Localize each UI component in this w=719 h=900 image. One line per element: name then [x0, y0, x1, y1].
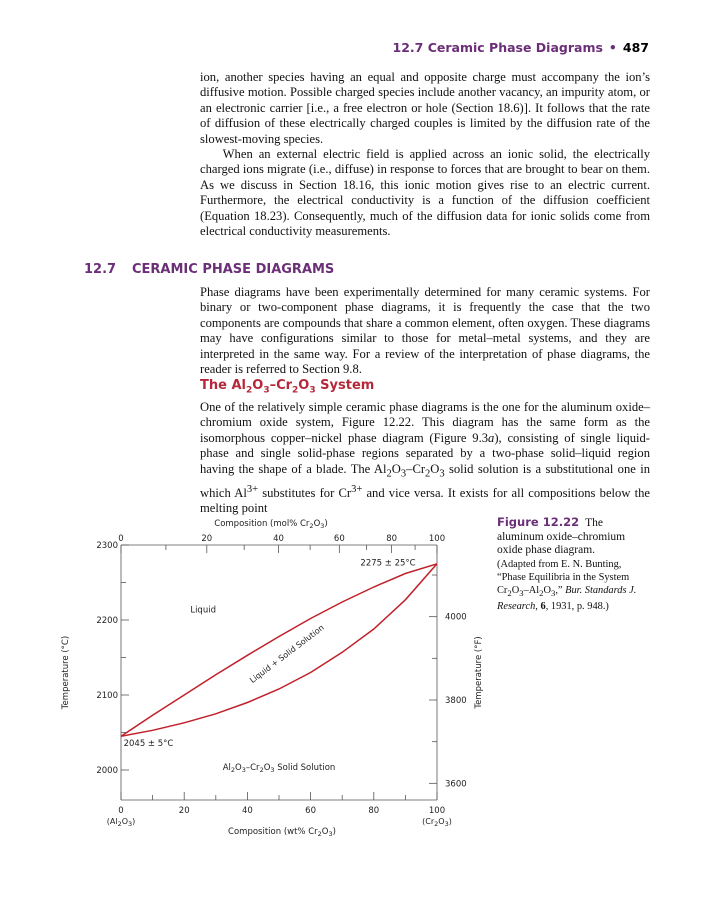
figure-label: Figure 12.22 — [497, 515, 580, 529]
x-axis-label-run: Composition (wt% Cr — [228, 827, 318, 837]
top-axis-label — [214, 519, 327, 530]
subscript: 3 — [400, 468, 407, 480]
y-right-tick-label: 3600 — [445, 779, 467, 790]
top-tick-label: 40 — [273, 534, 284, 544]
x-end-label-left-run: (Al — [106, 817, 118, 826]
region-label-solid-subscript: 3 — [241, 766, 246, 774]
x-axis-label-run: O — [321, 827, 329, 837]
caption-source — [497, 558, 647, 614]
x-end-label-right — [422, 817, 452, 828]
source-journal: Bur. Standards J. Research — [497, 585, 637, 613]
subsection-title-part: O — [298, 378, 310, 393]
melting-point-al2o3-label: 2045 ± 5°C — [123, 739, 174, 749]
liquidus-curve — [121, 564, 437, 737]
melting-point-cr2o3-label: 2275 ± 25°C — [360, 558, 416, 569]
x-end-label-left-subscript: 3 — [128, 820, 133, 828]
top-axis-label-run: O — [313, 519, 321, 529]
text-run: and vice versa. It exists for all compositions below the melting point — [200, 485, 650, 516]
x-end-label-right-run: (Cr — [422, 817, 435, 826]
source-run: ,” — [555, 585, 566, 597]
subscript: 2 — [386, 468, 392, 480]
source-subscript: 2 — [507, 588, 512, 599]
solidus-curve — [121, 564, 437, 737]
source-run: , 1931, p. 948.) — [545, 601, 609, 613]
x-end-label-right-run: O — [438, 817, 445, 826]
y-axis-label-right: Temperature (°F) — [474, 636, 484, 709]
y-tick-label: 2000 — [96, 766, 118, 776]
top-tick-label: 80 — [386, 534, 398, 544]
y-tick-label: 2300 — [96, 541, 118, 551]
x-tick-label: 100 — [428, 806, 446, 816]
source-subscript: 2 — [539, 588, 544, 599]
top-tick-label: 20 — [201, 534, 213, 544]
region-label-solid-run: –Cr — [245, 763, 260, 773]
x-end-label-right-subscript: 3 — [444, 820, 449, 828]
subsection-subscript: 3 — [263, 385, 270, 396]
region-label-solid-subscript: 2 — [259, 766, 264, 774]
running-head-separator: • — [608, 40, 617, 55]
subsection-title-part: O — [252, 378, 264, 393]
text-run: O — [430, 461, 440, 476]
subsection-title-part: System — [315, 378, 375, 393]
region-label-two-phase: Liquid + Solid Solution — [248, 623, 326, 685]
y-axis-label-left: Temperature (°C) — [61, 635, 71, 710]
source-volume: 6 — [540, 601, 546, 613]
y-tick-label: 2100 — [96, 691, 118, 701]
x-axis-label-run: ) — [332, 827, 336, 837]
subscript: 3 — [439, 468, 445, 480]
running-head-section: 12.7 Ceramic Phase Diagrams — [392, 40, 603, 55]
y-right-tick-label: 3800 — [445, 696, 467, 706]
top-axis-label-run: Composition (mol% Cr — [214, 519, 310, 529]
x-end-label-left-subscript: 2 — [117, 820, 122, 828]
region-label-solid-run: Solid Solution — [274, 763, 336, 773]
chart-root — [61, 519, 484, 838]
top-tick-label: 60 — [333, 534, 345, 544]
running-head — [393, 40, 649, 55]
x-tick-label: 20 — [178, 806, 190, 816]
x-end-label-right-subscript: 2 — [434, 820, 439, 828]
section-heading — [84, 262, 334, 277]
x-end-label-left-run: O — [121, 817, 128, 826]
source-run: –Al — [523, 585, 540, 597]
x-end-label-right-run: ) — [448, 817, 452, 826]
x-axis-label — [228, 827, 336, 838]
section-number: 12.7 — [84, 262, 117, 277]
y-tick-label: 2200 — [96, 616, 118, 626]
source-run: (Adapted from E. N. Bunting, “Phase Equilibria in the System Cr — [497, 558, 630, 597]
text-run: O — [391, 461, 401, 476]
region-label-solid-run: O — [263, 763, 271, 773]
subsection-title-part: –Cr — [269, 378, 293, 393]
paragraph-1: ion, another species having an equal and opposite charge must accompany the ion’s diffusive motion. Possible charged species include another vacancy, an impurity atom, or an electronic carrier [i.e., a free electron or hole (Section 18.6)]. It follows that the rate of diffusion of these electrically charged couples is limited by the diffusion rate of the slowest-moving species. — [200, 70, 650, 146]
subsection-subscript: 3 — [309, 385, 316, 396]
x-tick-label: 60 — [305, 806, 317, 816]
subscript: 2 — [425, 468, 431, 480]
top-axis-label-subscript: 3 — [320, 522, 325, 530]
region-label-solid-subscript: 2 — [230, 766, 236, 774]
region-label-solid — [223, 763, 336, 774]
top-tick-label: 100 — [428, 534, 446, 544]
subsection-heading — [200, 378, 374, 396]
text-run-italic: a — [488, 430, 495, 445]
text-run: One of the relatively simple ceramic phase diagrams is the one for the aluminum oxide–chromium oxide system, Figure 12.22. This diagram has the same form as the isomorphous copper–nickel phase diagram (Figure 9.3 — [200, 400, 650, 445]
x-axis-label-subscript: 2 — [317, 830, 322, 838]
section-title: CERAMIC PHASE DIAGRAMS — [132, 262, 335, 277]
x-axis-label-subscript: 3 — [328, 830, 333, 838]
y-right-tick-label: 4000 — [445, 612, 467, 623]
figure-caption — [497, 516, 647, 614]
text-run: substitutes for Cr — [258, 485, 352, 500]
x-tick-label: 80 — [368, 806, 380, 816]
caption-text: The aluminum oxide–chromium oxide phase diagram. — [497, 517, 626, 557]
subsection-title-part: The Al — [200, 378, 246, 393]
superscript: 3+ — [351, 483, 363, 495]
paragraph-3: Phase diagrams have been experimentally determined for many ceramic systems. For binary or two-component phase diagrams, it is frequently the case that the two components are compounds that share a common element, often oxygen. These diagrams may have configurations similar to those for metal–metal systems, and they are interpreted in the same way. For a review of the interpretation of phase diagrams, the reader is referred to Section 9.8. — [200, 285, 650, 377]
top-axis-label-run: ) — [324, 519, 328, 529]
x-tick-label: 0 — [118, 806, 124, 816]
paragraph-2: When an external electric field is applied across an ionic solid, the electrically charged ions migrate (i.e., diffuse) in response to forces that are brought to bear on them. As we discuss in Section 18.16, this ionic motion gives rise to an electric current. Furthermore, the electrical conductivity is a function of the diffusion coefficient (Equation 18.23). Consequently, much of the diffusion data for ionic solids come from electrical conductivity measurements. — [200, 147, 650, 239]
source-run: O — [543, 585, 551, 597]
source-subscript: 3 — [519, 588, 524, 599]
text-run: ), consisting of single liquid-phase and single solid-phase regions separated by a two-phase solid–liquid region having the shape of a blade. The Al — [200, 430, 650, 476]
text-run: solid solution is a substitutional one in which Al — [200, 461, 650, 500]
region-label-liquid: Liquid — [190, 605, 216, 616]
region-label-solid-run: O — [235, 763, 242, 773]
top-tick-label: 0 — [118, 534, 124, 544]
subsection-subscript: 2 — [292, 385, 299, 396]
x-end-label-left-run: ) — [132, 817, 136, 826]
page-number: 487 — [622, 40, 649, 55]
x-tick-label: 40 — [241, 806, 253, 816]
source-subscript: 3 — [551, 588, 556, 599]
source-run: O — [511, 585, 520, 597]
subsection-subscript: 2 — [245, 385, 253, 396]
x-end-label-left — [107, 817, 136, 828]
top-axis-label-subscript: 2 — [309, 522, 314, 530]
source-run: , — [535, 601, 541, 613]
region-label-solid-run: Al — [222, 763, 231, 773]
text-run: –Cr — [406, 461, 426, 476]
superscript: 3+ — [246, 483, 259, 495]
region-label-solid-subscript: 3 — [270, 766, 275, 774]
